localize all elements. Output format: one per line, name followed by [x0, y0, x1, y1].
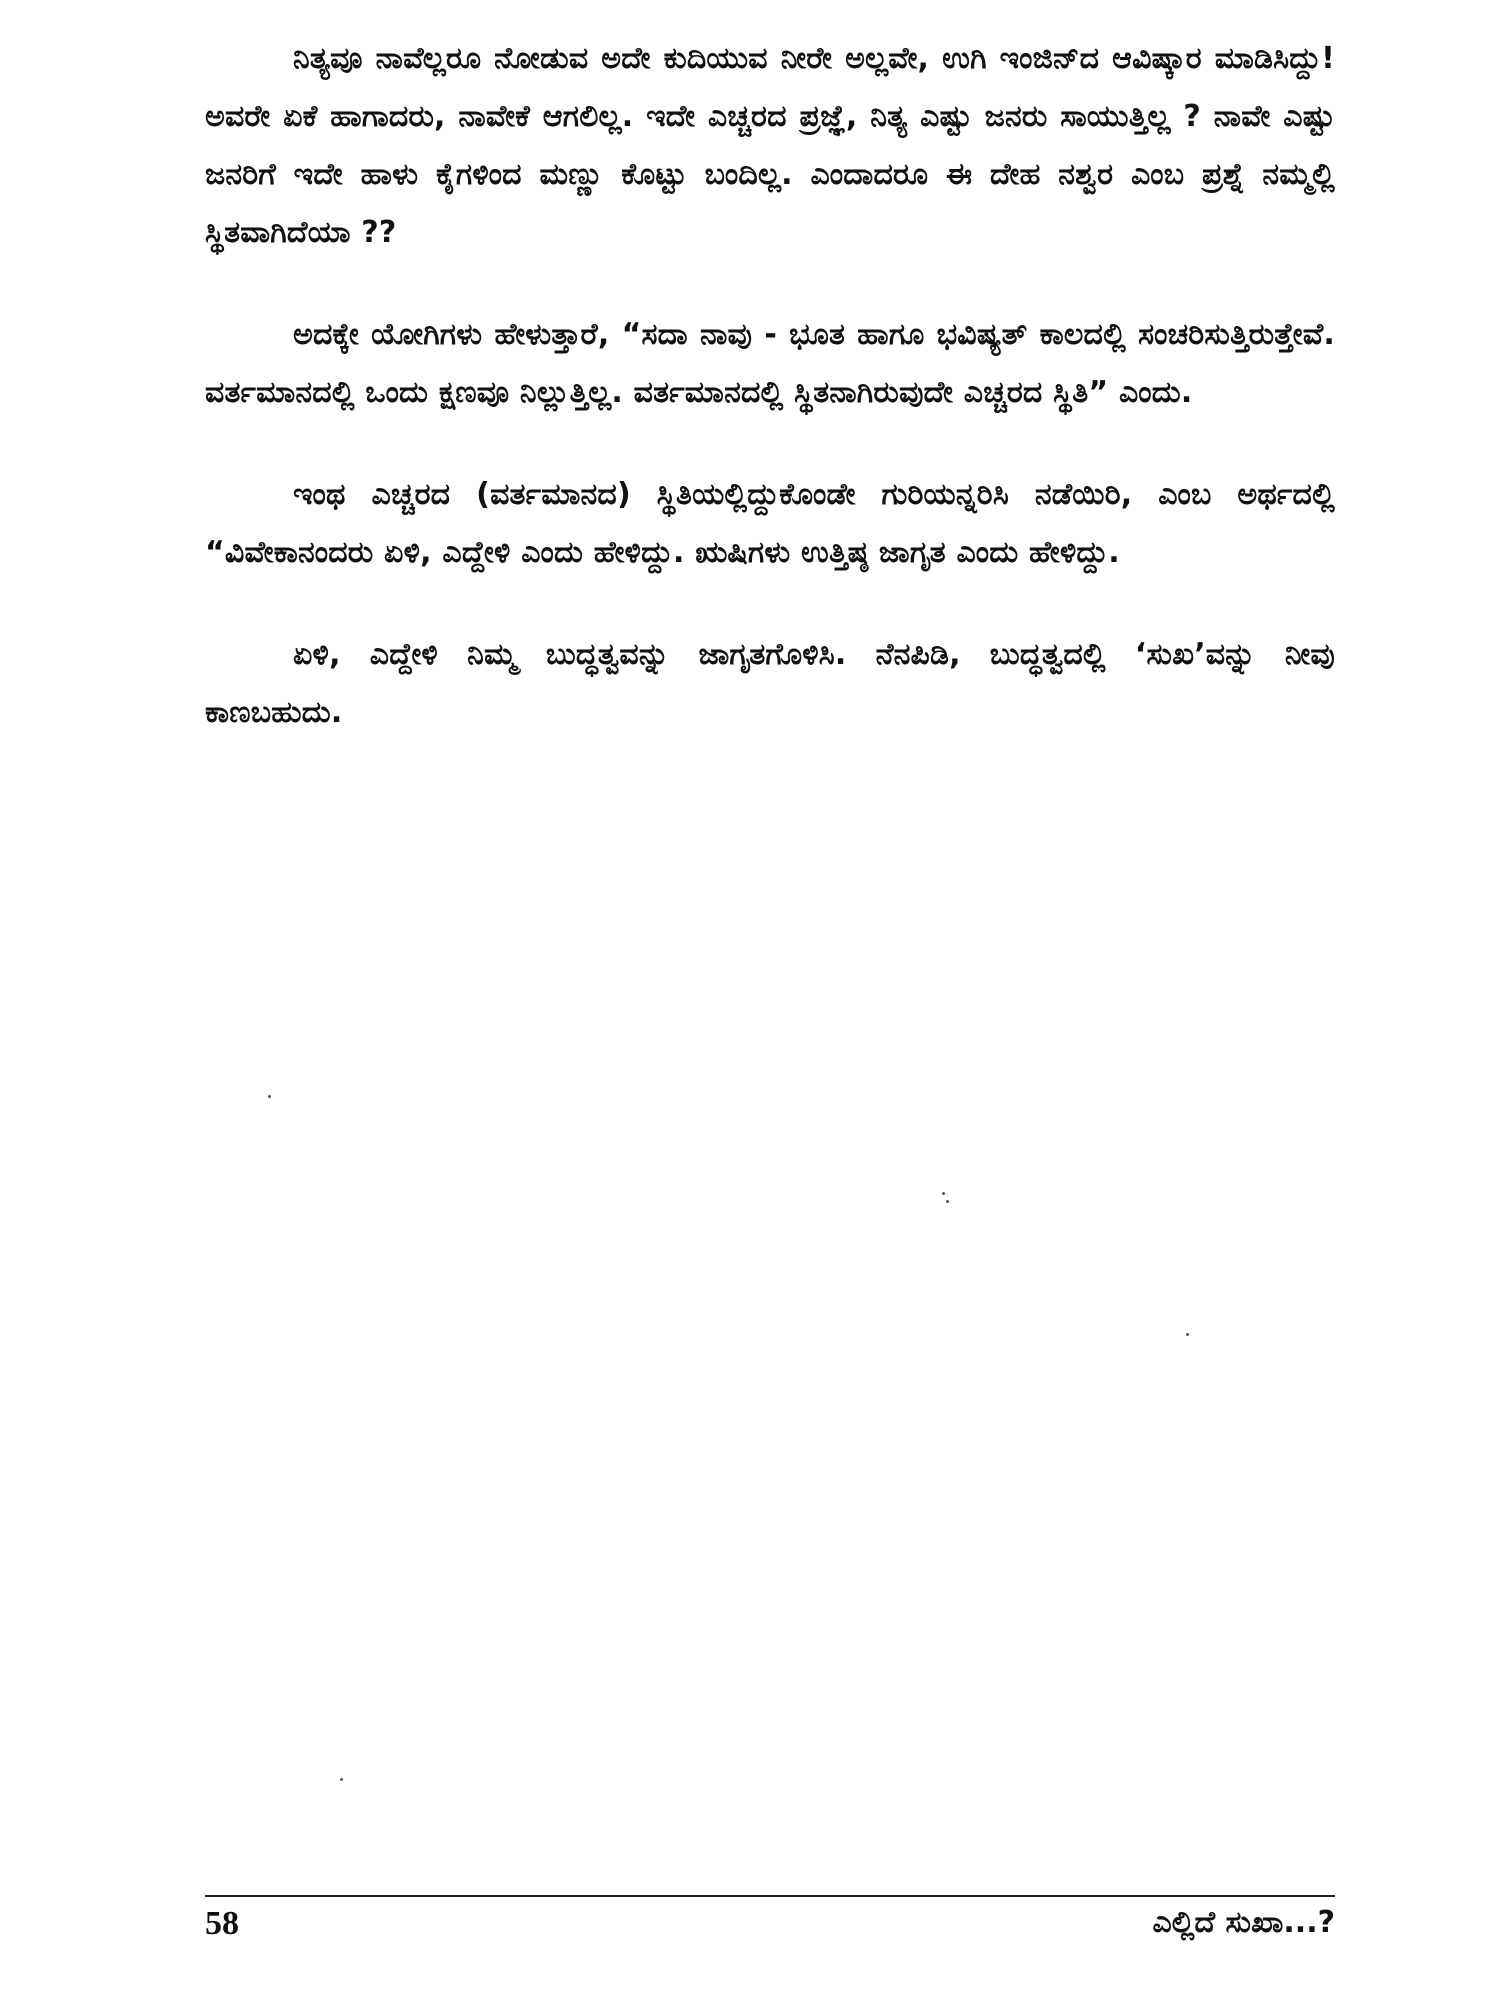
- page-number: 58: [205, 1905, 239, 1942]
- scan-speck: [946, 1200, 949, 1203]
- paragraph-3: ಇಂಥ ಎಚ್ಚರದ (ವರ್ತಮಾನದ) ಸ್ಥಿತಿಯಲ್ಲಿದ್ದುಕೊಂಡೇ ಗುರಿಯನ್ನರಿಸಿ ನಡೆಯಿರಿ, ಎಂಬ ಅರ್ಥದಲ್ಲಿ “ವಿವೇಕಾನಂದರು ಏಳಿ, ಎದ್ದೇಳಿ ಎಂದು ಹೇಳಿದ್ದು. ಋಷಿಗಳು ಉತ್ತಿಷ್ಠ ಜಾಗೃತ ಎಂದು ಹೇಳಿದ್ದು.: [205, 477, 1335, 570]
- body-text: [205, 30, 1335, 786]
- paragraph-2: ಅದಕ್ಕೇ ಯೋಗಿಗಳು ಹೇಳುತ್ತಾರೆ, “ಸದಾ ನಾವು - ಭೂತ ಹಾಗೂ ಭವಿಷ್ಯತ್ ಕಾಲದಲ್ಲಿ ಸಂಚರಿಸುತ್ತಿರುತ್ತೇವೆ. ವರ್ತಮಾನದಲ್ಲಿ ಒಂದು ಕ್ಷಣವೂ ನಿಲ್ಲುತ್ತಿಲ್ಲ. ವರ್ತಮಾನದಲ್ಲಿ ಸ್ಥಿತನಾಗಿರುವುದೇ ಎಚ್ಚರದ ಸ್ಥಿತಿ” ಎಂದು.: [205, 317, 1335, 410]
- paragraph-4: ಏಳಿ, ಎದ್ದೇಳಿ ನಿಮ್ಮ ಬುದ್ಧತ್ವವನ್ನು ಜಾಗೃತಗೊಳಿಸಿ. ನೆನಪಿಡಿ, ಬುದ್ಧತ್ವದಲ್ಲಿ ‘ಸುಖ’ವನ್ನು ನೀವು ಕಾಣಬಹುದು.: [205, 637, 1335, 730]
- scan-speck: [942, 1192, 945, 1195]
- footer-rule: [205, 1895, 1335, 1897]
- scan-speck: [1186, 1333, 1189, 1336]
- paragraph-1: ನಿತ್ಯವೂ ನಾವೆಲ್ಲರೂ ನೋಡುವ ಅದೇ ಕುದಿಯುವ ನೀರೇ ಅಲ್ಲವೇ, ಉಗಿ ಇಂಜಿನ್‌ದ ಆವಿಷ್ಕಾರ ಮಾಡಿಸಿದ್ದು! ಅವರೇ ಏಕೆ ಹಾಗಾದರು, ನಾವೇಕೆ ಆಗಲಿಲ್ಲ. ಇದೇ ಎಚ್ಚರದ ಪ್ರಜ್ಞೆ, ನಿತ್ಯ ಎಷ್ಟು ಜನರು ಸಾಯುತ್ತಿಲ್ಲ ? ನಾವೇ ಎಷ್ಟು ಜನರಿಗೆ ಇದೇ ಹಾಳು ಕೈಗಳಿಂದ ಮಣ್ಣು ಕೊಟ್ಟು ಬಂದಿಲ್ಲ. ಎಂದಾದರೂ ಈ ದೇಹ ನಶ್ವರ ಎಂಬ ಪ್ರಶ್ನೆ ನಮ್ಮಲ್ಲಿ ಸ್ಥಿತವಾಗಿದೆಯಾ ??: [205, 41, 1335, 250]
- scan-speck: [268, 1095, 271, 1098]
- running-title: ಎಲ್ಲಿದೆ ಸುಖಾ...?: [1152, 1905, 1335, 1940]
- scan-speck: [340, 1778, 343, 1781]
